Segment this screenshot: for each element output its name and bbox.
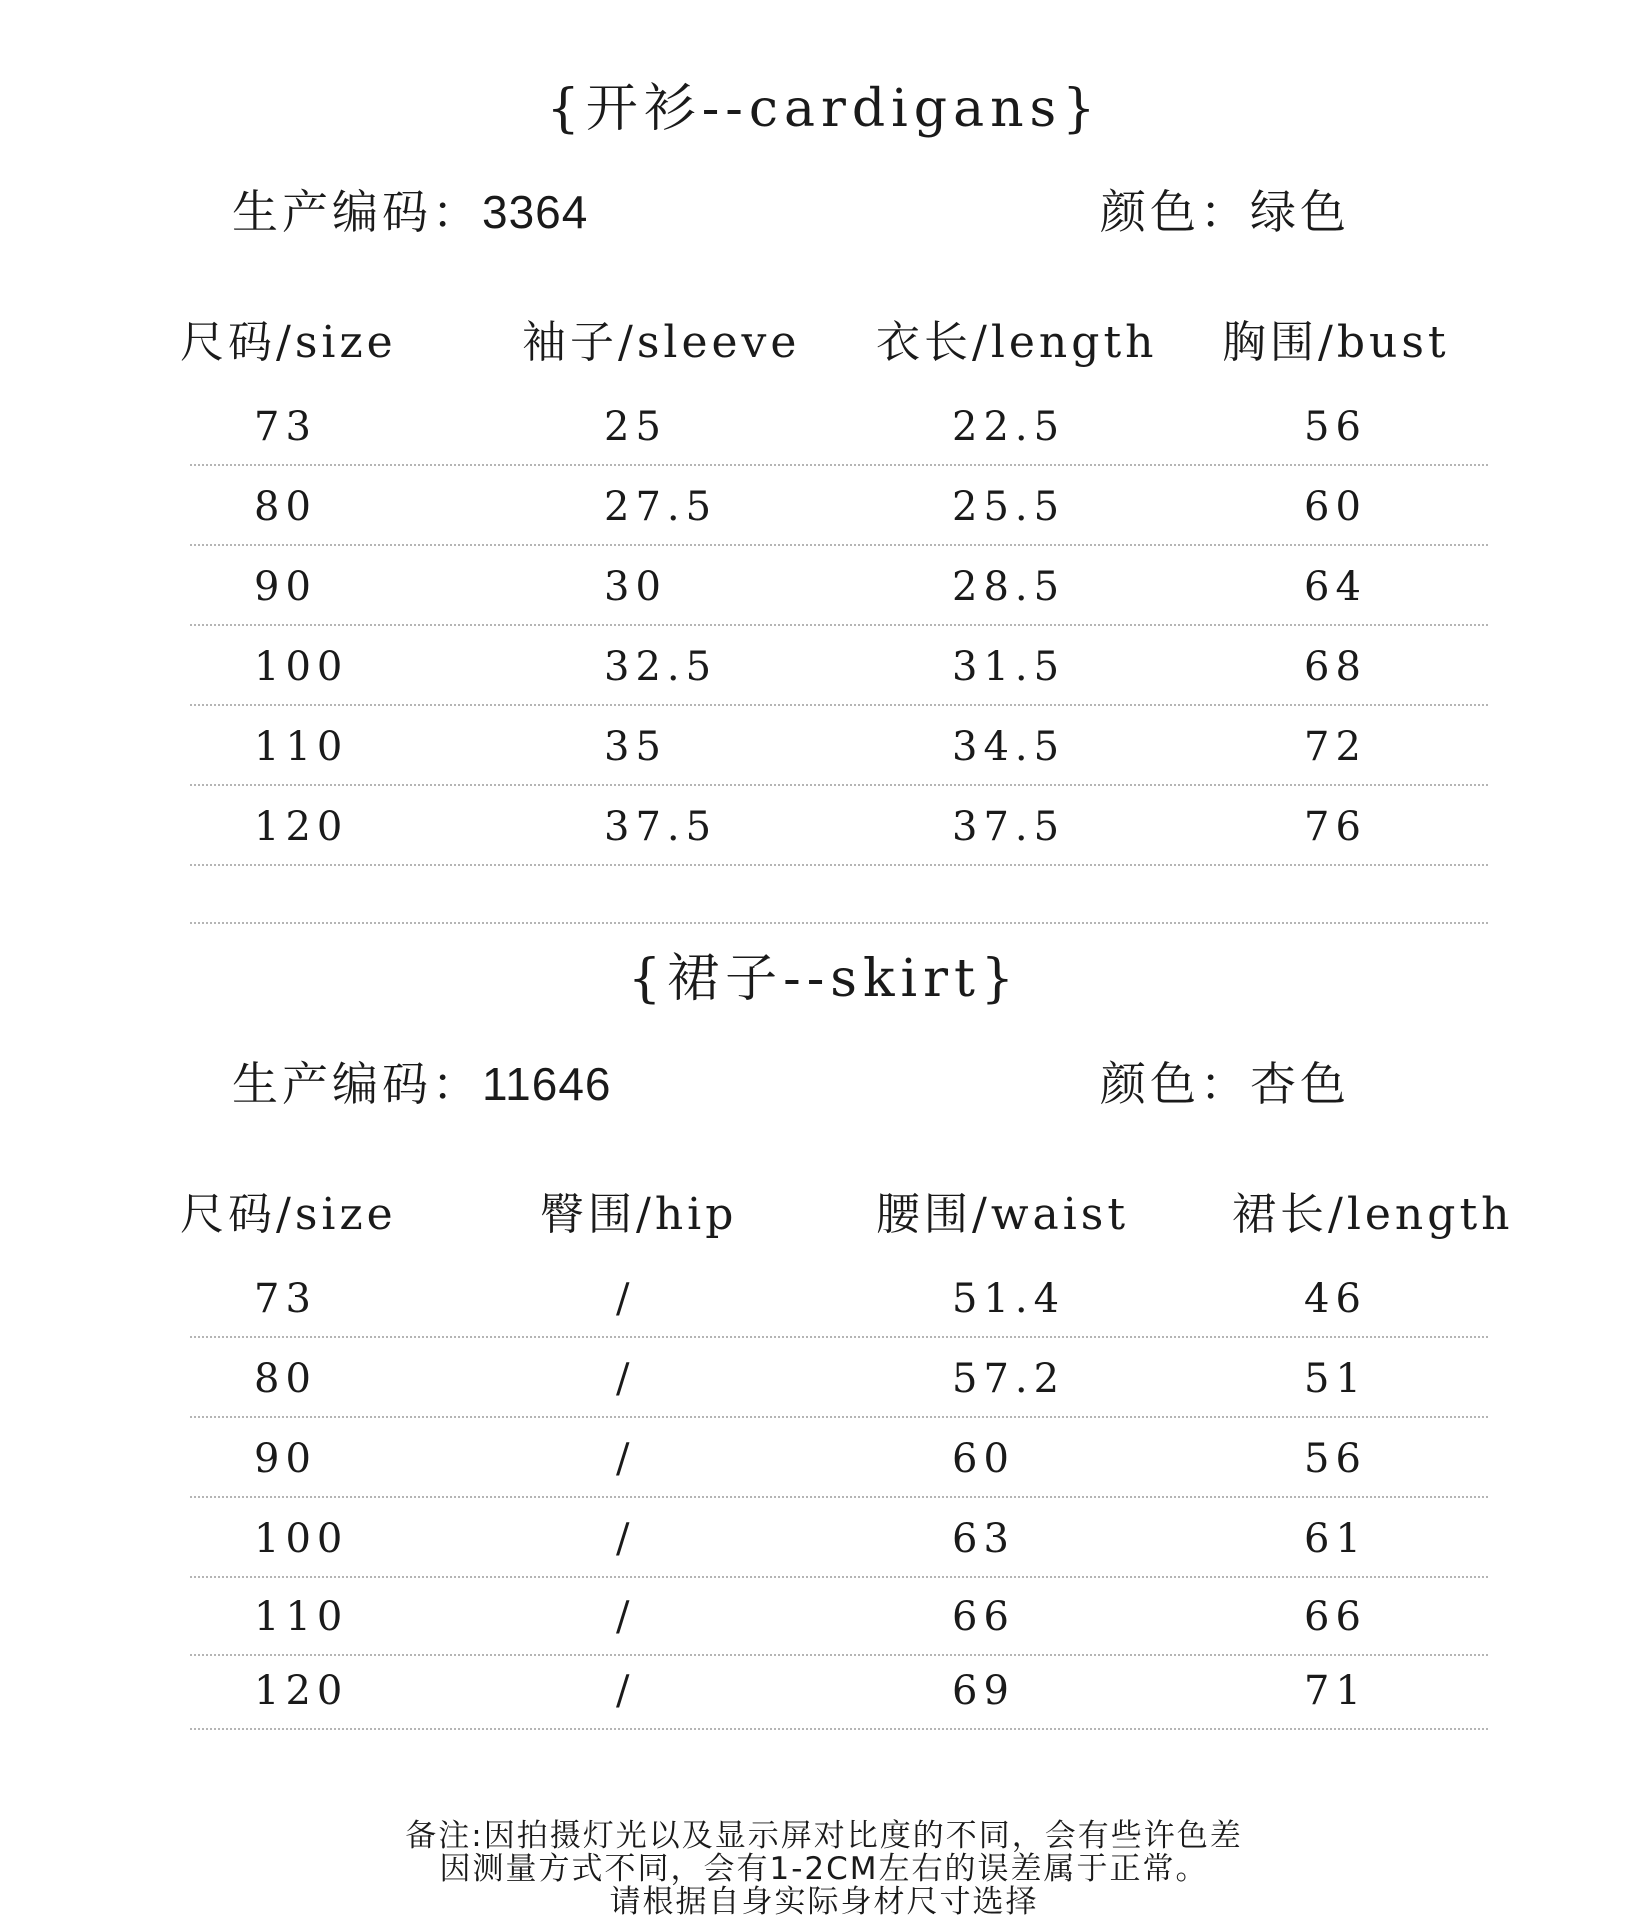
color-label: 颜色： xyxy=(1100,185,1250,239)
cell-length: 66 xyxy=(1304,1594,1367,1640)
header-hip: 臀围/hip xyxy=(540,1189,738,1240)
cell-length: 31.5 xyxy=(952,644,1066,690)
table-row xyxy=(0,1576,1648,1656)
color-value: 杏色 xyxy=(1250,1057,1350,1111)
skirt-production-code xyxy=(232,1048,612,1114)
cell-sleeve: 32.5 xyxy=(604,644,718,690)
cell-size: 90 xyxy=(254,1436,317,1482)
cell-bust: 64 xyxy=(1304,564,1367,610)
table-row xyxy=(0,626,1648,706)
cell-waist: 51.4 xyxy=(952,1276,1066,1322)
skirt-color xyxy=(1100,1048,1350,1114)
cell-length: 37.5 xyxy=(952,804,1066,850)
header-bust: 胸围/bust xyxy=(1222,317,1450,368)
cell-size: 110 xyxy=(254,724,349,770)
code-value: 3364 xyxy=(482,186,589,238)
header-length: 衣长/length xyxy=(876,317,1158,368)
cell-size: 120 xyxy=(254,804,349,850)
cell-size: 100 xyxy=(254,644,349,690)
table-row xyxy=(0,1498,1648,1578)
cell-bust: 72 xyxy=(1304,724,1367,770)
cell-length: 71 xyxy=(1304,1668,1367,1714)
table-row xyxy=(0,786,1648,866)
cell-sleeve: 30 xyxy=(604,564,667,610)
cell-size: 80 xyxy=(254,1356,317,1402)
cell-sleeve: 25 xyxy=(604,404,667,450)
table-row xyxy=(0,386,1648,466)
cell-hip: / xyxy=(616,1668,636,1714)
cell-waist: 63 xyxy=(952,1516,1015,1562)
color-label: 颜色： xyxy=(1100,1057,1250,1111)
cell-bust: 60 xyxy=(1304,484,1367,530)
cell-length: 34.5 xyxy=(952,724,1066,770)
table-row xyxy=(0,546,1648,626)
section-divider xyxy=(190,922,1488,924)
cell-waist: 60 xyxy=(952,1436,1015,1482)
cell-bust: 68 xyxy=(1304,644,1367,690)
footnote-line: 备注:因拍摄灯光以及显示屏对比度的不同，会有些许色差 xyxy=(405,1818,1243,1854)
cell-sleeve: 37.5 xyxy=(604,804,718,850)
cell-hip: / xyxy=(616,1276,636,1322)
cell-length: 28.5 xyxy=(952,564,1066,610)
table-row xyxy=(0,1338,1648,1418)
cell-length: 56 xyxy=(1304,1436,1367,1482)
cell-length: 61 xyxy=(1304,1516,1367,1562)
footnote xyxy=(0,1820,1648,1919)
header-length: 裙长/length xyxy=(1232,1189,1514,1240)
cell-sleeve: 35 xyxy=(604,724,667,770)
header-size: 尺码/size xyxy=(180,317,397,368)
cell-size: 100 xyxy=(254,1516,349,1562)
cell-hip: / xyxy=(616,1356,636,1402)
cardigan-title: {开衫--cardigans} xyxy=(546,79,1102,139)
header-size: 尺码/size xyxy=(180,1189,397,1240)
cell-bust: 56 xyxy=(1304,404,1367,450)
cell-size: 73 xyxy=(254,1276,317,1322)
header-sleeve: 袖子/sleeve xyxy=(522,317,801,368)
color-value: 绿色 xyxy=(1250,185,1350,239)
cell-waist: 66 xyxy=(952,1594,1015,1640)
cell-length: 51 xyxy=(1304,1356,1367,1402)
cell-size: 120 xyxy=(254,1668,349,1714)
cardigan-production-code xyxy=(232,176,588,242)
cell-hip: / xyxy=(616,1436,636,1482)
table-row xyxy=(0,706,1648,786)
row-divider xyxy=(190,864,1488,866)
table-row xyxy=(0,1418,1648,1498)
table-row xyxy=(0,466,1648,546)
code-value: 11646 xyxy=(482,1058,612,1110)
cell-hip: / xyxy=(616,1516,636,1562)
cell-length: 22.5 xyxy=(952,404,1066,450)
cell-size: 73 xyxy=(254,404,317,450)
row-divider xyxy=(190,1728,1488,1730)
header-waist: 腰围/waist xyxy=(876,1189,1130,1240)
skirt-title: {裙子--skirt} xyxy=(628,949,1020,1009)
cell-hip: / xyxy=(616,1594,636,1640)
table-row xyxy=(0,1650,1648,1730)
cell-size: 90 xyxy=(254,564,317,610)
cell-size: 110 xyxy=(254,1594,349,1640)
cell-sleeve: 27.5 xyxy=(604,484,718,530)
cell-waist: 57.2 xyxy=(952,1356,1066,1402)
cell-length: 25.5 xyxy=(952,484,1066,530)
cell-bust: 76 xyxy=(1304,804,1367,850)
cell-size: 80 xyxy=(254,484,317,530)
cell-length: 46 xyxy=(1304,1276,1367,1322)
cell-waist: 69 xyxy=(952,1668,1015,1714)
footnote-line: 请根据自身实际身材尺寸选择 xyxy=(609,1884,1039,1920)
table-row xyxy=(0,1258,1648,1338)
code-label: 生产编码： xyxy=(232,1057,482,1111)
cardigan-color xyxy=(1100,176,1350,242)
footnote-line: 因测量方式不同，会有1-2CM左右的误差属于正常。 xyxy=(439,1851,1209,1887)
code-label: 生产编码： xyxy=(232,185,482,239)
